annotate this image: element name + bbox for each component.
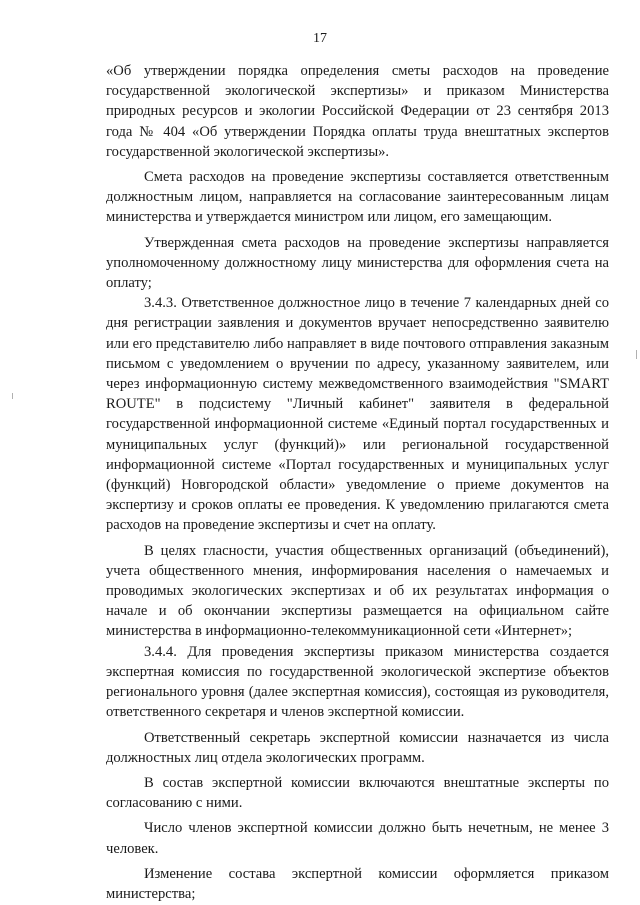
paragraph-composition-change: Изменение состава экспертной комиссии оформляется приказом министерства; bbox=[106, 865, 609, 902]
paragraph-member-count: Число членов экспертной комиссии должно быть нечетным, не менее 3 человек. bbox=[106, 820, 609, 857]
document-body bbox=[106, 61, 609, 904]
paragraph-3-4-4: 3.4.4. Для проведения экспертизы приказом министерства создается экспертная комиссия по государственной экологической экспертизе объектов регионального уровня (далее экспертная комиссия), состоящая из руководителя, ответственного секретаря и членов экспертной комиссии. bbox=[106, 643, 609, 721]
paragraph-publicity: В целях гласности, участия общественных организаций (объединений), учета общественного мнения, информирования населения о намечаемых и проводимых экологических экспертизах и об их результатах информация о начале и об окончании экспертизы размещается на официальном сайте министерства в информационно-телекоммуникационной сети «Интернет»; bbox=[106, 542, 609, 640]
paragraph-external-experts: В состав экспертной комиссии включаются внештатные эксперты по согласованию с ними. bbox=[106, 774, 609, 812]
paragraph-secretary: Ответственный секретарь экспертной комиссии назначается из числа должностных лиц отдела экологических программ. bbox=[106, 729, 609, 766]
paragraph-order-reference: «Об утверждении порядка определения сметы расходов на проведение государственной экологической экспертизы» и приказом Министерства природных ресурсов и экологии Российской Федерации от 23 сентября 2013 года № 404 «Об утверждении Порядка оплаты труда внештатных экспертов государственной экологической экспертизы». bbox=[106, 63, 609, 160]
page-number: 17 bbox=[313, 31, 327, 46]
paragraph-estimate-approved: Утвержденная смета расходов на проведение экспертизы направляется уполномоченному должностному лицу министерства для оформления счета на оплату; bbox=[106, 234, 609, 292]
scan-artifact-left bbox=[12, 393, 13, 399]
paragraph-estimate-preparation: Смета расходов на проведение экспертизы составляется ответственным должностным лицом, направляется на согласование заинтересованным лицам министерства и утверждается министром или лицом, его замещающим. bbox=[106, 169, 609, 226]
paragraph-3-4-3: 3.4.3. Ответственное должностное лицо в течение 7 календарных дней со дня регистрации заявления и документов вручает непосредственно заявителю или его представителю либо направляет в виде почтового отправления заказным письмом с уведомлением о вручении по адресу, указанному заявителем, или через информационную систему межведомственного взаимодействия "SMART ROUTE" в подсистему "Личный кабинет" заявителя в федеральной государственной информационной системе «Единый портал государственных и муниципальных услуг (функций)» или региональной государственной информационной системе «Портал государственных и муниципальных услуг (функций) Новгородской области» уведомление о приеме документов на экспертизу и сроков оплаты ее проведения. К уведомлению прилагаются смета расходов на проведение экспертизы и счет на оплату. bbox=[106, 295, 609, 534]
scan-artifact-right bbox=[636, 350, 637, 359]
